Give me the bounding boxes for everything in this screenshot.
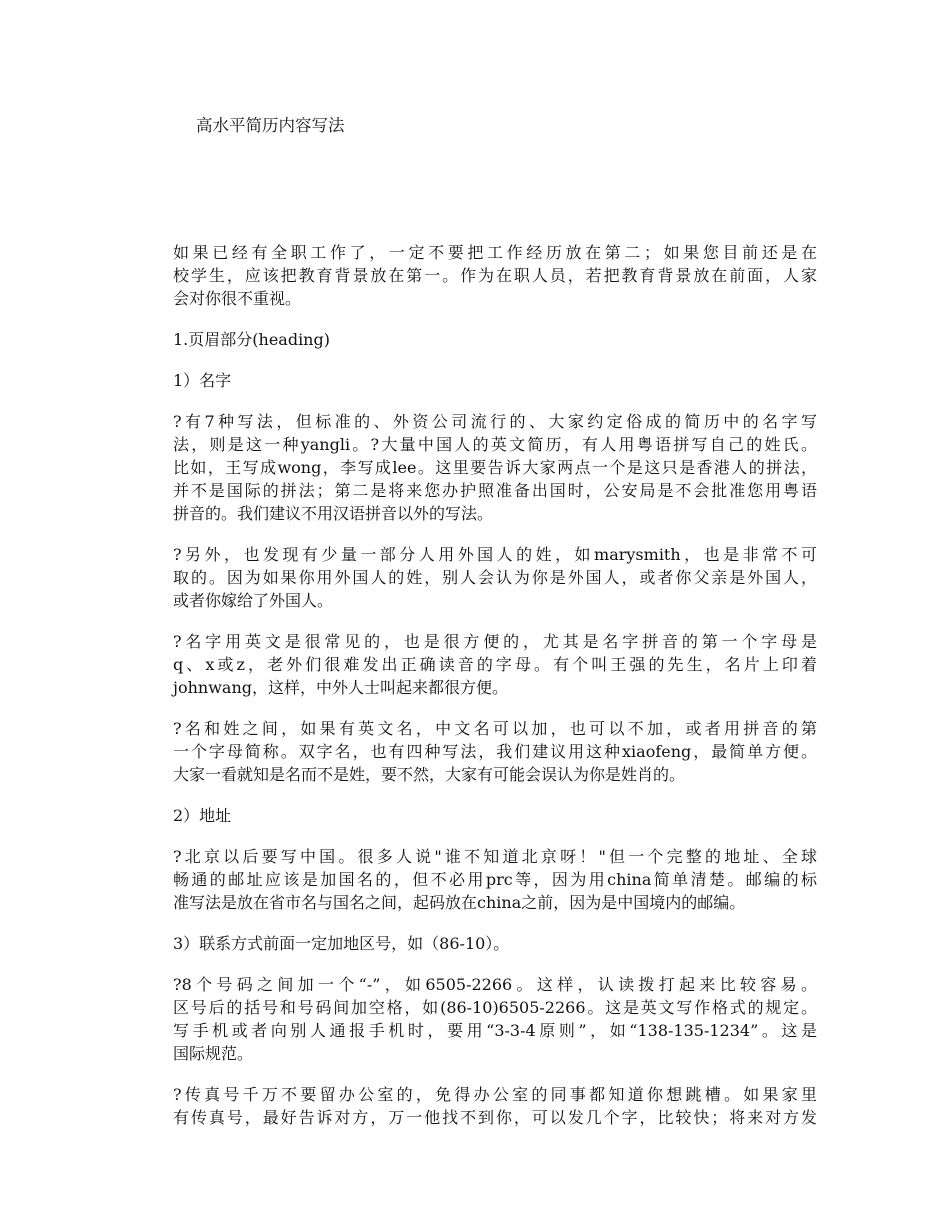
paragraph-english-name bbox=[141, 630, 817, 699]
document-body bbox=[141, 241, 817, 1147]
paragraph-phone-format bbox=[141, 973, 817, 1065]
paragraph-name-spelling bbox=[141, 410, 817, 525]
text-line: 法，则是这一种yangli。?大量中国人的英文简历，有人用粤语拼写自己的姓氏。 bbox=[173, 435, 817, 454]
text-line: 会对你很不重视。 bbox=[173, 289, 302, 308]
text-line: 比如，王写成wong，李写成lee。这里要告诉大家两点一个是这只是香港人的拼法， bbox=[173, 458, 817, 477]
paragraph-fax bbox=[141, 1083, 817, 1129]
subsection-heading-address: 2）地址 bbox=[173, 806, 232, 825]
document-title: 高水平简历内容写法 bbox=[196, 116, 345, 135]
subsection-heading-name: 1）名字 bbox=[173, 371, 232, 390]
text-line: 准写法是放在省市名与国名之间，起码放在china之前，因为是中国境内的邮编。 bbox=[173, 893, 746, 912]
text-line: 一个字母简称。双字名，也有四种写法，我们建议用这种xiaofeng，最简单方便。 bbox=[173, 742, 817, 761]
text-line: ?8个号码之间加一个“-”，如6505-2266。这样，认读拨打起来比较容易。 bbox=[173, 975, 817, 994]
paragraph-intro bbox=[141, 241, 817, 310]
text-line: ?另外，也发现有少量一部分人用外国人的姓，如marysmith，也是非常不可 bbox=[173, 545, 817, 564]
text-line: ?北京以后要写中国。很多人说"谁不知道北京呀！"但一个完整的地址、全球 bbox=[173, 847, 817, 866]
text-line: ?名字用英文是很常见的，也是很方便的，尤其是名字拼音的第一个字母是 bbox=[173, 632, 817, 651]
text-line: 写手机或者向别人通报手机时，要用“3-3-4原则”，如“138-135-1234”。这是 bbox=[173, 1021, 817, 1040]
text-line: 并不是国际的拼法；第二是将来您办护照准备出国时，公安局是不会批准您用粤语 bbox=[173, 481, 817, 500]
text-line: ?名和姓之间，如果有英文名，中文名可以加，也可以不加，或者用拼音的第 bbox=[173, 719, 817, 738]
text-line: 有传真号，最好告诉对方，万一他找不到你，可以发几个字，比较快；将来对方发 bbox=[173, 1108, 817, 1127]
text-line: ?传真号千万不要留办公室的，免得办公室的同事都知道你想跳槽。如果家里 bbox=[173, 1085, 817, 1104]
section-heading-header: 1.页眉部分(heading) bbox=[173, 330, 330, 349]
text-line: 校学生，应该把教育背景放在第一。作为在职人员，若把教育背景放在前面，人家 bbox=[173, 266, 817, 285]
paragraph-address bbox=[141, 845, 817, 914]
text-line: 国际规范。 bbox=[173, 1044, 254, 1063]
subsection-heading-contact: 3）联系方式前面一定加地区号，如（86-10）。 bbox=[173, 934, 510, 953]
text-line: 区号后的括号和号码间加空格，如(86-10)6505-2266。这是英文写作格式的规定。 bbox=[173, 998, 817, 1017]
paragraph-foreign-surname bbox=[141, 543, 817, 612]
text-line: 畅通的邮址应该是加国名的，但不必用prc等，因为用china简单清楚。邮编的标 bbox=[173, 870, 817, 889]
text-line: 如果已经有全职工作了，一定不要把工作经历放在第二；如果您目前还是在 bbox=[173, 243, 817, 262]
text-line: q、x或z，老外们很难发出正确读音的字母。有个叫王强的先生，名片上印着 bbox=[173, 655, 817, 674]
text-line: johnwang，这样，中外人士叫起来都很方便。 bbox=[173, 678, 508, 697]
text-line: 大家一看就知是名而不是姓，要不然，大家有可能会误认为你是姓肖的。 bbox=[173, 765, 686, 784]
text-line: 拼音的。我们建议不用汉语拼音以外的写法。 bbox=[173, 504, 494, 523]
text-line: ?有7种写法，但标准的、外资公司流行的、大家约定俗成的简历中的名字写 bbox=[173, 412, 817, 431]
text-line: 取的。因为如果你用外国人的姓，别人会认为你是外国人，或者你父亲是外国人， bbox=[173, 568, 817, 587]
paragraph-name-order bbox=[141, 717, 817, 786]
text-line: 或者你嫁给了外国人。 bbox=[173, 591, 334, 610]
